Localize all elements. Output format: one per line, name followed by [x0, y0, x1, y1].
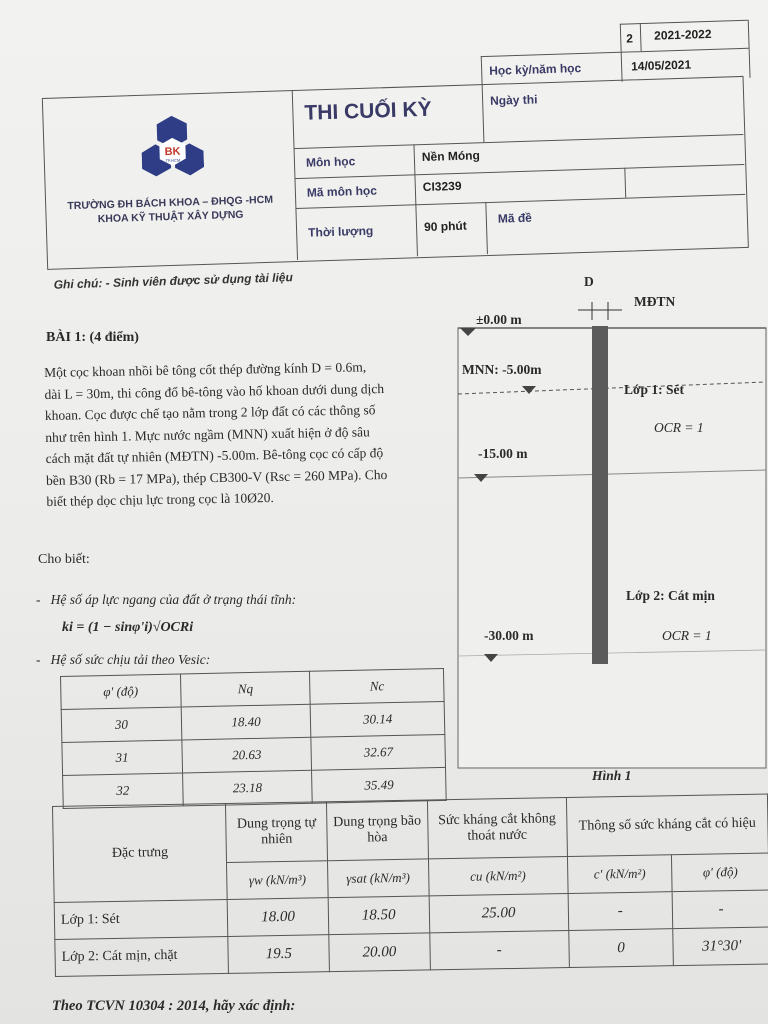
logo-subtext: TP.HCM	[165, 157, 181, 164]
task-statement: Theo TCVN 10304 : 2014, hãy xác định:	[52, 998, 296, 1014]
logo-text: BK	[164, 145, 181, 159]
table-cell: 23.18	[182, 770, 312, 806]
unit-cell: c' (kN/m²)	[567, 855, 672, 894]
course-code-label: Mã môn học	[306, 183, 378, 200]
figure-1	[454, 270, 768, 783]
course-code-value: CI3239	[422, 178, 462, 195]
bullet-2-text: Hệ số sức chịu tải theo Vesic:	[50, 652, 211, 667]
bullet-vesic: - Hệ số sức chịu tải theo Vesic:	[36, 652, 211, 667]
year-value: 2021-2022	[653, 26, 712, 43]
paragraph-line: dài L = 30m, thi công đổ bê-tông vào hố khoan dưới dung dịch	[44, 380, 385, 402]
given-label: Cho biết:	[38, 552, 90, 567]
table-cell: 30	[61, 707, 181, 743]
exam-code-label: Mã đề	[497, 210, 533, 226]
table-cell: 31°30'	[673, 927, 768, 966]
table-cell: 18.40	[181, 704, 311, 740]
pile	[592, 326, 608, 664]
school-line-1: TRƯỜNG ĐH BÁCH KHOA – ĐHQG -HCM	[67, 193, 274, 213]
table-cell: 31	[62, 740, 182, 776]
unit-cell: γw (kN/m³)	[227, 861, 328, 900]
level-0-label: ±0.00 m	[476, 312, 522, 327]
table-header-cell: Nc	[310, 668, 444, 704]
paragraph-line: khoan. Cọc được chế tạo nằm trong 2 lớp đất có các thông số	[44, 402, 376, 423]
layer-1-label: Lớp 1: Sét	[624, 382, 684, 397]
unit-cell: φ' (độ)	[672, 853, 768, 892]
exam-note: Ghi chú: - Sinh viên được sử dụng tài liệu	[53, 270, 293, 292]
date-label: Ngày thi	[489, 92, 538, 108]
layer-2-label: Lớp 2: Cát mịn	[626, 588, 715, 603]
profile-frame	[458, 328, 766, 768]
table-cell: -	[429, 931, 569, 970]
table-header-cell: Dung trọng bão hòa	[326, 800, 428, 861]
soil-properties-table	[52, 794, 768, 977]
subject-label: Môn học	[305, 154, 356, 170]
table-cell: -	[568, 892, 673, 931]
level-15-label: -15.00 m	[478, 446, 528, 461]
table-cell: 0	[568, 929, 673, 968]
semester-label: Học kỳ/năm học	[488, 61, 582, 78]
figure-caption: Hình 1	[592, 768, 632, 783]
ground-surface-label: MĐTN	[634, 294, 676, 309]
table-cell: -	[672, 890, 768, 929]
table-cell: Lớp 2: Cát mịn, chặt	[55, 936, 229, 976]
table-cell: 30.14	[311, 701, 445, 737]
paragraph-line: bền B30 (Rb = 17 MPa), thép CB300-V (Rsc = 260 MPa). Cho	[45, 466, 388, 488]
table-cell: Lớp 1: Sét	[54, 899, 228, 939]
table-cell: 20.63	[182, 737, 312, 773]
bullet-lateral-coefficient: - Hệ số áp lực ngang của đất ở trạng thái tĩnh:	[36, 592, 297, 607]
table-header-cell: Nq	[180, 671, 310, 707]
k-formula: ki = (1 − sinφ'i)√OCRi	[62, 620, 194, 635]
duration-value: 90 phút	[423, 218, 467, 235]
table-cell: 35.49	[312, 767, 446, 803]
bk-logo-icon	[140, 113, 204, 185]
exam-header	[40, 18, 760, 302]
date-value: 14/05/2021	[630, 57, 692, 74]
semester-value: 2	[626, 31, 634, 46]
table-cell: 32.67	[311, 734, 445, 770]
paragraph-line: Một cọc khoan nhồi bê tông cốt thép đường kính D = 0.6m,	[44, 359, 367, 380]
table-cell: 25.00	[429, 894, 569, 933]
table-cell: 32	[63, 773, 183, 809]
table-cell: 19.5	[228, 935, 329, 974]
school-line-2: KHOA KỸ THUẬT XÂY DỰNG	[97, 208, 244, 226]
paragraph-line: biết thép dọc chịu lực trong cọc là 10Ø20.	[46, 490, 274, 509]
water-table-label: MNN: -5.00m	[462, 362, 542, 377]
level-30-label: -30.00 m	[484, 628, 534, 643]
paragraph-line: như trên hình 1. Mực nước ngầm (MNN) xuất hiện ở độ sâu	[45, 423, 370, 445]
table-header-cell: Thông số sức kháng cắt có hiệu	[566, 794, 768, 857]
layer-1-ocr: OCR = 1	[654, 420, 704, 435]
subject-value: Nền Móng	[421, 148, 481, 165]
vesic-table	[60, 668, 447, 809]
duration-label: Thời lượng	[307, 223, 374, 240]
feature-header: Đặc trưng	[53, 803, 228, 902]
table-cell: 20.00	[329, 933, 430, 972]
table-header-cell: φ' (độ)	[61, 674, 181, 710]
paragraph-line: cách mặt đất tự nhiên (MĐTN) -5.00m. Bê-tông cọc có cấp độ	[45, 445, 384, 466]
problem-heading: BÀI 1: (4 điểm)	[46, 330, 139, 345]
table-header-cell: Sức kháng cắt không thoát nước	[427, 798, 567, 859]
unit-cell: γsat (kN/m³)	[327, 859, 428, 898]
table-header-cell: Dung trọng tự nhiên	[226, 802, 328, 863]
table-cell: 18.50	[328, 896, 429, 935]
table-cell: 18.00	[227, 898, 328, 937]
bullet-1-text: Hệ số áp lực ngang của đất ở trạng thái tĩnh:	[50, 592, 297, 607]
unit-cell: cu (kN/m²)	[428, 857, 568, 896]
layer-2-ocr: OCR = 1	[662, 628, 712, 643]
exam-title: THI CUỐI KỲ	[304, 97, 432, 125]
soil-profile-diagram	[454, 270, 768, 780]
problem-paragraph	[44, 355, 447, 512]
diameter-label: D	[584, 274, 594, 289]
